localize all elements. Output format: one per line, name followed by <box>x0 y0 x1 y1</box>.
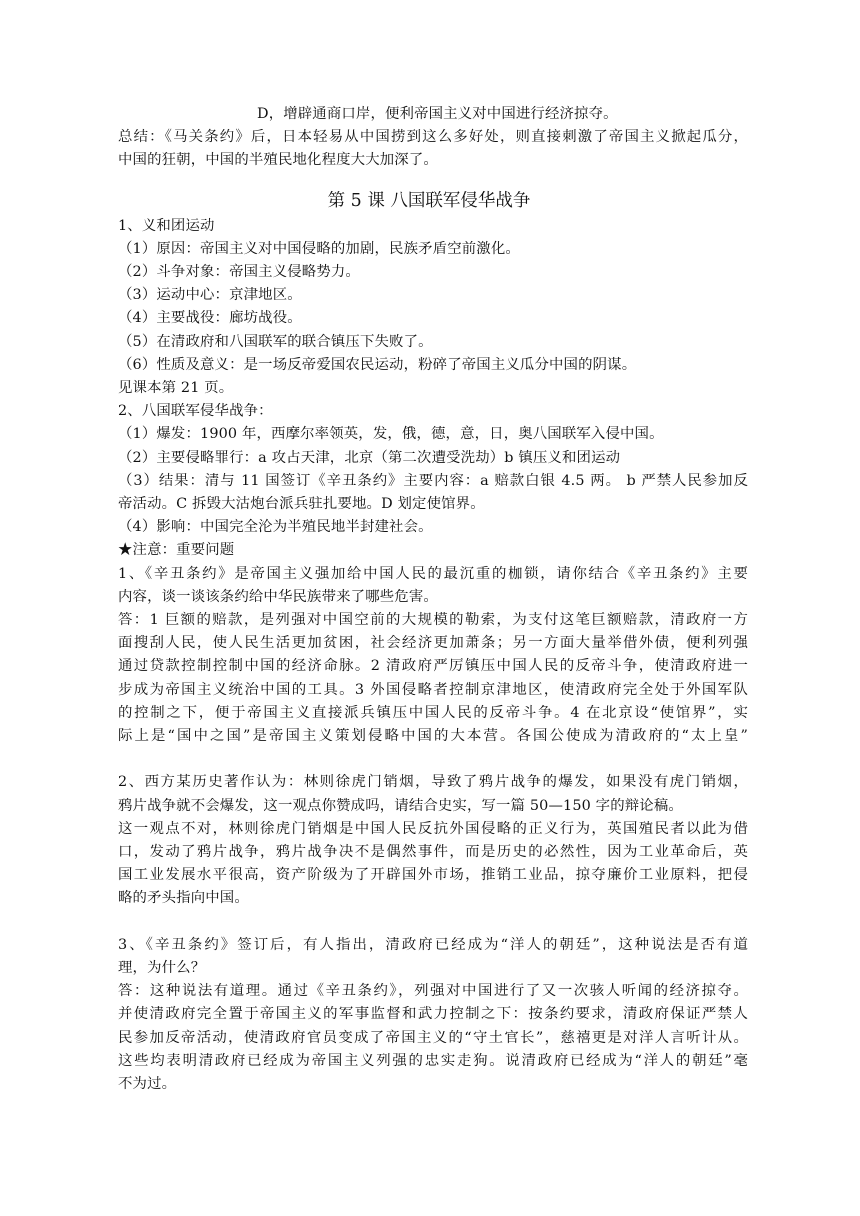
list-item: （5）在清政府和八国联军的联合镇压下失败了。 <box>118 333 433 350</box>
textbook-reference: 见课本第 21 页。 <box>118 380 234 397</box>
list-item: 帝活动。C 拆毁大沽炮台派兵驻扎要地。D 划定使馆界。 <box>118 496 485 513</box>
blank-line <box>118 748 748 771</box>
list-item: （6）性质及意义：是一场反帝爱国农民运动，粉碎了帝国主义瓜分中国的阴谋。 <box>118 356 637 373</box>
list-item: （1）原因：帝国主义对中国侵略的加剧，民族矛盾空前激化。 <box>118 240 520 257</box>
answer-line: 的控制之下，便于帝国主义直接派兵镇压中国人民的反帝斗争。4 在北京设“使馆界”，实 <box>118 704 748 721</box>
lesson-title: 第 5 课 八国联军侵华战争 <box>327 190 531 211</box>
answer-line: 民参加反帝活动，使清政府官员变成了帝国主义的“守土官长”，慈禧更是对洋人言听计从。 <box>118 1029 748 1046</box>
answer-line: 通过贷款控制控制中国的经济命脉。2 清政府严厉镇压中国人民的反帝斗争，使清政府进一 <box>118 658 748 675</box>
question-line: 理，为什么？ <box>118 960 206 977</box>
notes-heading: ★注意：重要问题 <box>118 542 235 559</box>
answer-line: 步成为帝国主义统治中国的工具。3 外国侵略者控制京津地区，使清政府完全处于外国军队 <box>118 681 748 698</box>
answer-line: 口，发动了鸦片战争，鸦片战争决不是偶然事件，而是历史的必然性，因为工业革命后，英 <box>118 844 748 861</box>
question-line: 3、《辛丑条约》签订后，有人指出，清政府已经成为“洋人的朝廷”，这种说法是否有道 <box>118 936 748 953</box>
answer-line: 这一观点不对，林则徐虎门销烟是中国人民反抗外国侵略的正义行为，英国殖民者以此为借 <box>118 820 748 837</box>
list-item: （3）运动中心：京津地区。 <box>118 287 302 304</box>
answer-line: 答：这种说法有道理。通过《辛丑条约》，列强对中国进行了又一次骇人听闻的经济掠夺。 <box>118 983 748 1000</box>
question-line: 鸦片战争就不会爆发，这一观点你赞成吗，请结合史实，写一篇 50—150 字的辩论稿。 <box>118 797 683 814</box>
list-item: （4）主要战役：廊坊战役。 <box>118 310 302 327</box>
question-line: 内容，谈一谈该条约给中华民族带来了哪些危害。 <box>118 588 438 605</box>
question-line: 2、西方某历史著作认为：林则徐虎门销烟，导致了鸦片战争的爆发，如果没有虎门销烟， <box>118 774 748 791</box>
section-heading: 2、八国联军侵华战争： <box>118 403 273 420</box>
answer-line: 际上是“国中之国”是帝国主义策划侵略中国的大本营。各国公使成为清政府的“太上皇” <box>118 728 748 745</box>
answer-line: 不为过。 <box>118 1076 177 1093</box>
list-item: （2）主要侵略罪行：a 攻占天津，北京（第二次遭受洗劫）b 镇压义和团运动 <box>118 449 621 466</box>
blank-line <box>118 911 748 934</box>
list-item: （4）影响：中国完全沦为半殖民地半封建社会。 <box>118 519 433 536</box>
summary-line: 总结：《马关条约》后，日本轻易从中国捞到这么多好处，则直接刺激了帝国主义掀起瓜分， <box>118 129 748 146</box>
answer-line: 国工业发展水平很高，资产阶级为了开辟国外市场，推销工业品，掠夺廉价工业原料，把侵 <box>118 867 748 884</box>
question-line: 1、《辛丑条约》是帝国主义强加给中国人民的最沉重的枷锁，请你结合《辛丑条约》主要 <box>118 565 748 582</box>
list-item: （1）爆发：1900 年，西摩尔率领英，发，俄，德，意，日，奥八国联军入侵中国。 <box>118 426 664 443</box>
answer-line: 这些均表明清政府已经成为帝国主义列强的忠实走狗。说清政府已经成为“洋人的朝廷”毫 <box>118 1052 748 1069</box>
list-item: （3）结果：清与 11 国签订《辛丑条约》主要内容：a 赔款白银 4.5 两。 b 严禁人民参加反 <box>118 472 748 489</box>
option-d-line: D，增辟通商口岸，便利帝国主义对中国进行经济掠夺。 <box>257 106 618 122</box>
answer-line: 略的矛头指向中国。 <box>118 890 249 907</box>
answer-line: 并使清政府完全置于帝国主义的军事监督和武力控制之下：按条约要求，清政府保证严禁人 <box>118 1006 748 1023</box>
summary-line: 中国的狂朝，中国的半殖民地化程度大大加深了。 <box>118 152 438 169</box>
section-heading: 1、义和团运动 <box>118 217 215 234</box>
list-item: （2）斗争对象：帝国主义侵略势力。 <box>118 264 360 281</box>
answer-line: 面搜刮人民，使人民生活更加贫困，社会经济更加萧条；另一方面大量举借外债，便利列强 <box>118 635 748 652</box>
answer-line: 答：1 巨额的赔款，是列强对中国空前的大规模的勒索，为支付这笔巨额赔款，清政府一方 <box>118 612 748 629</box>
